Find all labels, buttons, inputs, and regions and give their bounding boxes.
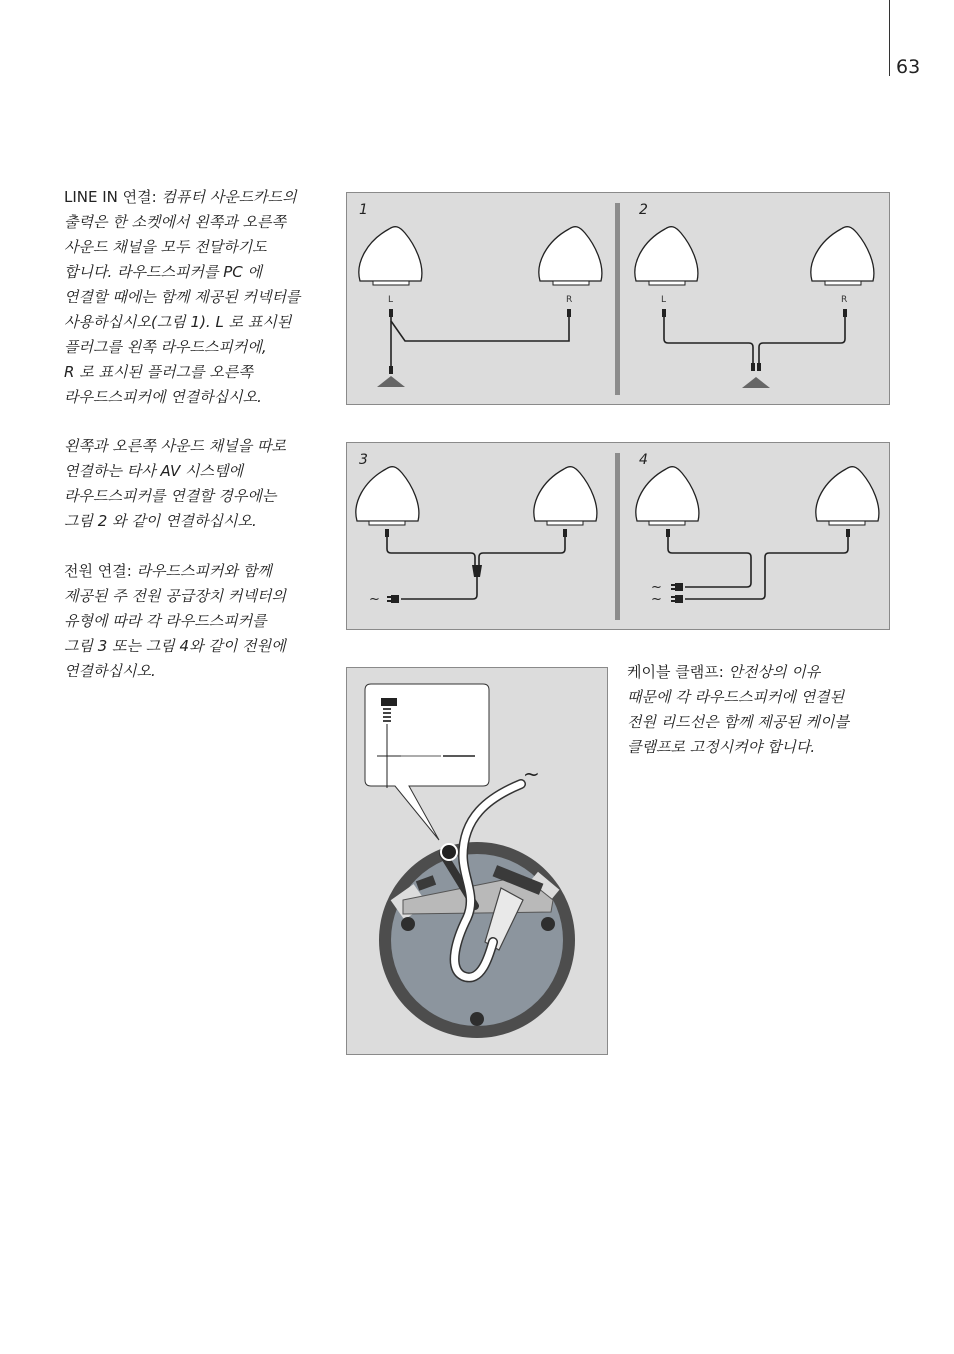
- cable-clamp-text-3: 클램프로 고정시켜야 합니다.: [627, 738, 816, 756]
- cable-clamp-diagram: [347, 668, 609, 1056]
- fig2-l-label: L: [661, 295, 667, 305]
- fig3-junction: [472, 565, 482, 577]
- figure-4-label: 4: [639, 452, 648, 468]
- speaker-right-icon: [534, 467, 597, 525]
- power-text-3: 그림 3 또는 그림 4와 같이 전원에: [64, 637, 286, 655]
- figure-divider: [615, 453, 620, 620]
- fig4-mains-plug-icon: [671, 595, 683, 603]
- line-in-text-1: 출력은 한 소켓에서 왼쪽과 오른쪽: [64, 213, 286, 231]
- fig4-plug-r: [846, 529, 850, 537]
- separate-text-3: 그림 2 와 같이 연결하십시오.: [64, 512, 257, 530]
- fig1-r-label: R: [566, 295, 573, 305]
- line-in-text-6: 플러그를 왼쪽 라우드스피커에,: [64, 338, 267, 356]
- fig2-plug-source-l: [751, 363, 755, 371]
- power-text-1: 제공된 주 전원 공급장치 커넥터의: [64, 587, 286, 605]
- fig1-plug-l: [389, 309, 393, 317]
- separate-text-0: 왼쪽과 오른쪽 사운드 채널을 따로: [64, 437, 286, 455]
- screw-icon: [541, 917, 555, 931]
- figure-1-2-box: [346, 192, 890, 405]
- speaker-left-icon: [359, 227, 422, 285]
- line-in-text-8: 라우드스피커에 연결하십시오.: [64, 388, 262, 406]
- clamp-pivot-icon: [441, 844, 457, 860]
- fig2-cable: [664, 309, 845, 368]
- figure-2-label: 2: [639, 202, 648, 218]
- fig1-cable: [391, 309, 569, 371]
- figure-3-label: 3: [359, 452, 368, 468]
- fig4-mains-symbol-1: ~: [651, 580, 662, 595]
- power-text-4: 연결하십시오.: [64, 662, 156, 680]
- fig4-mains-symbol-2: ~: [651, 592, 662, 607]
- figure-divider: [615, 203, 620, 395]
- figure-3-4-box: [346, 442, 890, 630]
- figure-3-4-diagram: [347, 443, 891, 631]
- page-rule: [889, 0, 890, 76]
- fig1-source-icon: [377, 376, 405, 387]
- cable-clamp-lead: 케이블 클램프: [627, 663, 719, 681]
- fig2-plug-r: [843, 309, 847, 317]
- figure-1-label: 1: [359, 202, 368, 218]
- cable-clamp-text-0: 안전상의 이유: [728, 663, 821, 681]
- fig2-r-label: R: [841, 295, 848, 305]
- speaker-right-icon: [816, 467, 879, 525]
- speaker-left-icon: [635, 227, 698, 285]
- fig4-plug-l: [666, 529, 670, 537]
- line-in-text-2: 사운드 채널을 모두 전달하기도: [64, 238, 267, 256]
- fig1-plug-source: [389, 366, 393, 374]
- power-text-2: 유형에 따라 각 라우드스피커를: [64, 612, 267, 630]
- fig2-source-icon: [742, 377, 770, 388]
- fig3-plug-l: [385, 529, 389, 537]
- speaker-left-icon: [356, 467, 419, 525]
- fig3-mains-plug-icon: [387, 595, 399, 603]
- power-paragraph: 전원 연결: 라우드스피커와 함께 제공된 주 전원 공급장치 커넥터의 유형에 따라 각 라우드스피커를 그림 3 또는 그림 4와 같이 전원에 연결하십시오.: [64, 559, 334, 684]
- fig1-plug-r: [567, 309, 571, 317]
- cable-clamp-text-2: 전원 리드선은 함께 제공된 케이블: [627, 713, 849, 731]
- fig3-power-cable: [387, 529, 565, 599]
- line-in-text-7: R 로 표시된 플러그를 오른쪽: [64, 363, 253, 381]
- page-number: 63: [896, 56, 921, 78]
- power-lead: 전원 연결: [64, 562, 127, 580]
- line-in-lead: LINE IN 연결: [64, 188, 152, 206]
- figure-1-2-diagram: [347, 193, 891, 406]
- fig1-l-label: L: [388, 295, 394, 305]
- power-text-0: 라우드스피커와 함께: [136, 562, 272, 580]
- fig4-power-cables: [668, 529, 848, 599]
- fig3-plug-r: [563, 529, 567, 537]
- separate-text-2: 라우드스피커를 연결할 경우에는: [64, 487, 277, 505]
- fig4-mains-plug-icon: [671, 583, 683, 591]
- fig3-mains-symbol: ~: [369, 592, 380, 607]
- separate-text-1: 연결하는 타사 AV 시스템에: [64, 462, 243, 480]
- speaker-left-icon: [636, 467, 699, 525]
- fig2-plug-source-r: [757, 363, 761, 371]
- cable-clamp-text-1: 때문에 각 라우드스피커에 연결된: [627, 688, 845, 706]
- screw-icon: [401, 917, 415, 931]
- screw-icon: [470, 1012, 484, 1026]
- clamp-mains-symbol: ~: [523, 762, 540, 786]
- fig2-plug-l: [662, 309, 666, 317]
- speaker-right-icon: [811, 227, 874, 285]
- line-in-paragraph: LINE IN 연결: 컴퓨터 사운드카드의 출력은 한 소켓에서 왼쪽과 오른쪽 사운드 채널을 모두 전달하기도 합니다. 라우드스피커를 PC 에 연결할 때에는 함께 제공된 커넥터를 사용하십시오(그림 1). L 로 표시된 플러그를 왼쪽 라우드스피커에, R 로 표시된 플러그를 오른쪽 라우드스피커에 연결하십시오.: [64, 185, 334, 410]
- speaker-right-icon: [539, 227, 602, 285]
- cable-clamp-paragraph: 케이블 클램프: 안전상의 이유 때문에 각 라우드스피커에 연결된 전원 리드선은 함께 제공된 케이블 클램프로 고정시켜야 합니다.: [627, 660, 897, 760]
- line-in-text-0: 컴퓨터 사운드카드의: [161, 188, 297, 206]
- line-in-text-3: 합니다. 라우드스피커를 PC 에: [64, 263, 262, 281]
- line-in-text-5: 사용하십시오(그림 1). L 로 표시된: [64, 313, 292, 331]
- line-in-text-4: 연결할 때에는 함께 제공된 커넥터를: [64, 288, 301, 306]
- cable-clamp-figure-box: [346, 667, 608, 1055]
- separate-channels-paragraph: [64, 434, 334, 534]
